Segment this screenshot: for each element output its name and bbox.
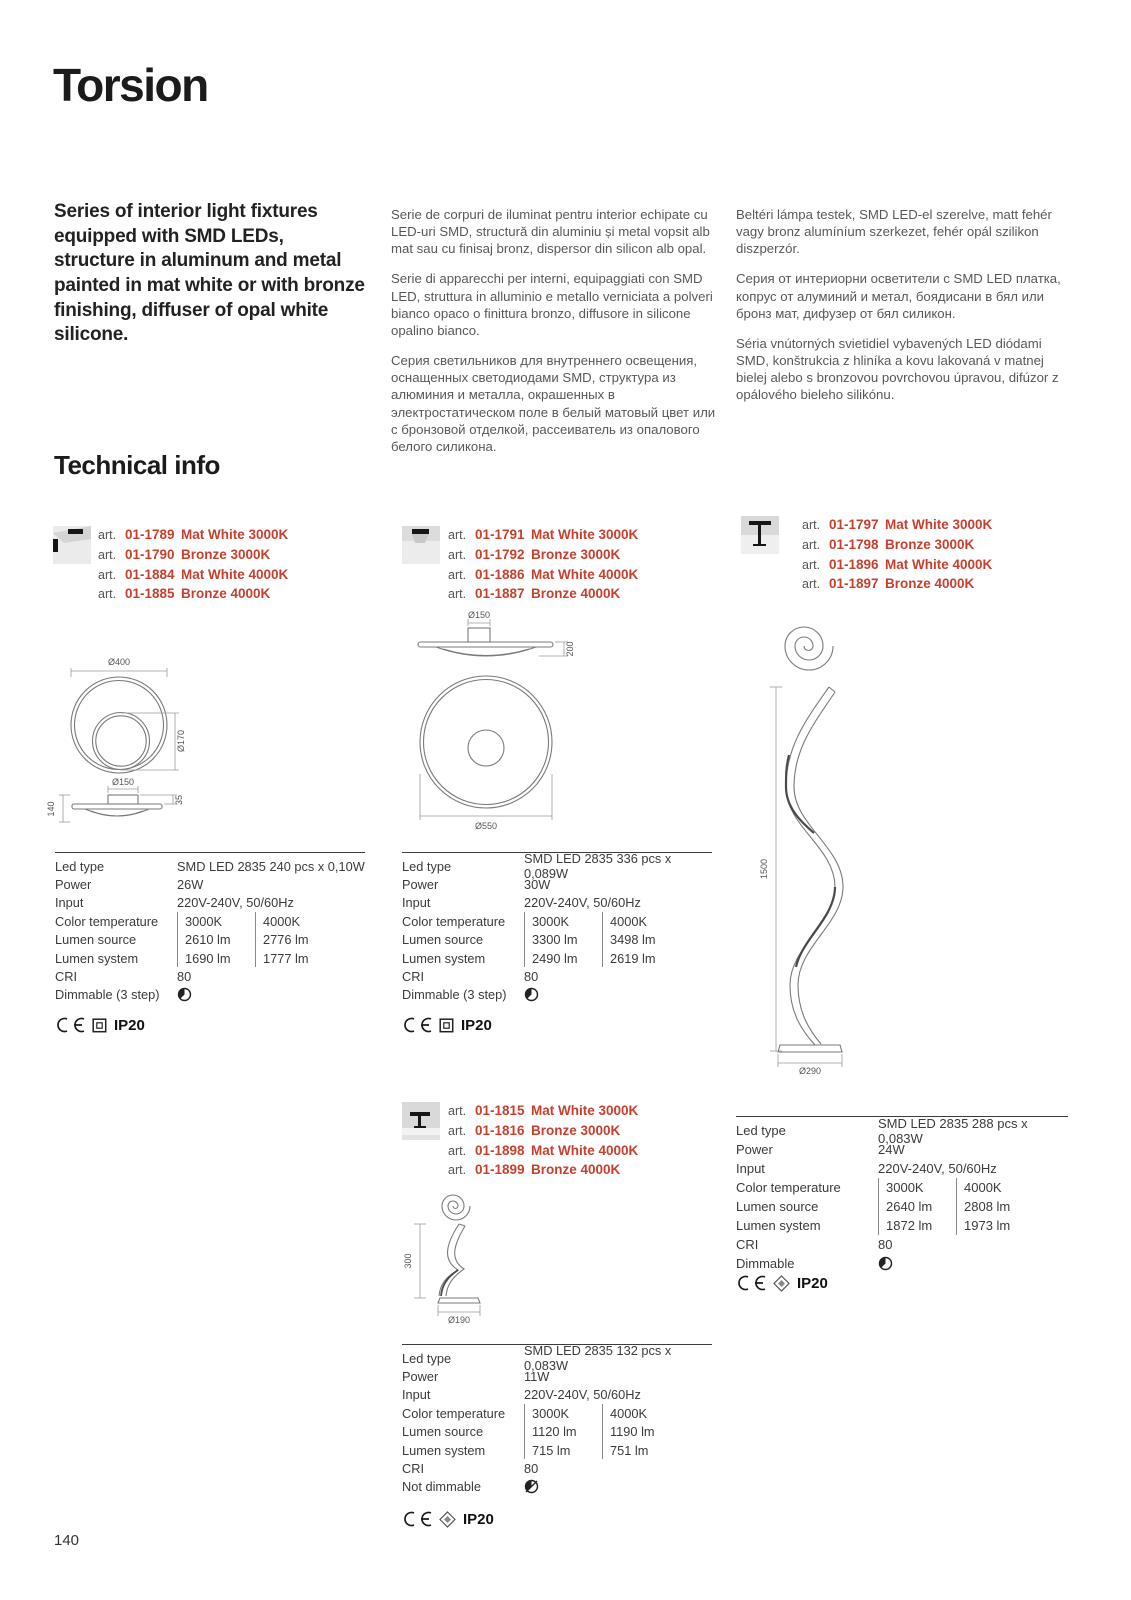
double-diamond-icon bbox=[773, 1275, 790, 1292]
spec-value: 220V-240V, 50/60Hz bbox=[177, 895, 294, 911]
article-prefix: art. bbox=[802, 518, 821, 532]
spec-value-4000k: 2619 lm bbox=[602, 949, 712, 967]
article-code: 01-1885 bbox=[125, 586, 175, 602]
article-prefix: art. bbox=[448, 587, 467, 602]
spec-value-3000k: 3000K bbox=[524, 1404, 602, 1422]
spec-value: 80 bbox=[878, 1237, 893, 1252]
spec-label: Dimmable bbox=[736, 1256, 795, 1271]
article-code: 01-1899 bbox=[475, 1162, 525, 1178]
spec-row bbox=[402, 1367, 712, 1385]
section-heading: Technical info bbox=[54, 450, 220, 480]
spec-label: Led type bbox=[736, 1123, 786, 1138]
spec-value-3000k: 1690 lm bbox=[177, 949, 255, 967]
article-code: 01-1815 bbox=[475, 1103, 525, 1118]
article-row bbox=[448, 527, 638, 547]
article-prefix: art. bbox=[802, 577, 821, 592]
article-finish: Bronze 3000K bbox=[531, 1122, 621, 1138]
article-prefix: art. bbox=[448, 567, 467, 582]
spec-label: Color temperature bbox=[402, 1405, 506, 1421]
article-code: 01-1898 bbox=[475, 1142, 525, 1158]
spec-row bbox=[402, 851, 712, 882]
page-title: Torsion bbox=[53, 59, 208, 111]
spec-label: CRI bbox=[402, 1461, 425, 1477]
spec-value: 220V-240V, 50/60Hz bbox=[878, 1161, 997, 1176]
spec-label: Input bbox=[402, 1387, 431, 1403]
article-prefix: art. bbox=[98, 547, 117, 562]
article-finish: Bronze 4000K bbox=[181, 586, 271, 602]
article-row bbox=[98, 527, 288, 547]
spec-label: Not dimmable bbox=[402, 1479, 481, 1495]
article-code: 01-1789 bbox=[125, 527, 175, 542]
article-list bbox=[98, 527, 288, 606]
article-code: 01-1884 bbox=[125, 566, 175, 582]
spec-label: Input bbox=[55, 895, 84, 911]
spec-label: Led type bbox=[402, 858, 452, 874]
article-prefix: art. bbox=[448, 1143, 467, 1158]
spec-row bbox=[736, 1254, 1068, 1273]
spec-row bbox=[55, 967, 365, 985]
article-row bbox=[802, 537, 992, 557]
article-row bbox=[802, 557, 992, 577]
ip-rating: IP20 bbox=[797, 1274, 828, 1292]
dimension-label: Ø150 bbox=[467, 610, 491, 620]
article-code: 01-1886 bbox=[475, 566, 525, 582]
intro-paragraph-it: Serie di apparecchi per interni, equipaggiati con SMD LED, struttura in alluminio e metallo verniciata a polveri bianco opaco o finittura bronzo, diffusore in silicone opalino bianco. bbox=[391, 271, 713, 338]
spec-value: 220V-240V, 50/60Hz bbox=[524, 895, 641, 911]
ceiling-wall-mount-icon bbox=[53, 526, 91, 564]
dimmer-icon bbox=[524, 986, 712, 1004]
spec-value-3000k: 3000K bbox=[878, 1178, 956, 1197]
spec-row bbox=[402, 1459, 712, 1477]
article-finish: Mat White 4000K bbox=[531, 566, 639, 582]
spec-label: Lumen source bbox=[55, 932, 137, 948]
cert-row bbox=[736, 1274, 828, 1292]
spec-row bbox=[55, 875, 365, 893]
article-code: 01-1792 bbox=[475, 546, 525, 562]
spec-value-4000k: 1777 lm bbox=[255, 949, 365, 967]
cert-row bbox=[402, 1510, 494, 1528]
intro-paragraph-bg: Серия от интериорни осветители с SMD LED платка, копрус от алуминий и метал, боядисани в бял или бронз мат, дифузер от бял силикон. bbox=[736, 271, 1061, 321]
dimension-label: 300 bbox=[403, 1253, 413, 1269]
article-finish: Bronze 4000K bbox=[531, 586, 621, 602]
tech-drawing-ceiling-550 bbox=[391, 598, 731, 838]
article-row bbox=[98, 547, 288, 567]
spec-label: Color temperature bbox=[55, 913, 159, 929]
spec-value: 80 bbox=[524, 969, 539, 985]
article-code: 01-1896 bbox=[829, 556, 879, 572]
spec-value-4000k: 1190 lm bbox=[602, 1423, 712, 1441]
article-finish: Mat White 4000K bbox=[531, 1142, 639, 1158]
spec-label: Color temperature bbox=[402, 913, 506, 929]
spec-value: 220V-240V, 50/60Hz bbox=[524, 1387, 641, 1403]
spec-value: 26W bbox=[177, 877, 204, 893]
intro-column-3 bbox=[736, 206, 1062, 417]
spec-table-table-lamp bbox=[402, 1344, 712, 1496]
spec-table-floor bbox=[736, 1116, 1068, 1273]
article-code: 01-1798 bbox=[829, 536, 879, 552]
spec-value-4000k: 1973 lm bbox=[956, 1216, 1068, 1235]
spec-row bbox=[55, 857, 365, 875]
article-prefix: art. bbox=[98, 528, 117, 542]
article-finish: Mat White 3000K bbox=[531, 1103, 639, 1118]
article-code: 01-1897 bbox=[829, 576, 879, 592]
dimension-label: Ø170 bbox=[176, 729, 186, 753]
dimension-label: 200 bbox=[565, 641, 575, 657]
spec-value-3000k: 3000K bbox=[177, 912, 255, 930]
ce-mark-icon bbox=[402, 1017, 432, 1033]
ce-mark-icon bbox=[736, 1275, 766, 1291]
spec-row bbox=[55, 949, 365, 967]
spec-row bbox=[736, 1216, 1068, 1235]
article-code: 01-1790 bbox=[125, 546, 175, 562]
dimension-label: 1500 bbox=[759, 858, 769, 880]
spec-label: Led type bbox=[402, 1350, 452, 1366]
article-row bbox=[98, 567, 288, 587]
spec-row bbox=[736, 1115, 1068, 1146]
spec-row bbox=[736, 1159, 1068, 1178]
article-finish: Bronze 3000K bbox=[885, 536, 975, 552]
spec-row bbox=[736, 1140, 1068, 1159]
spec-label: Power bbox=[736, 1142, 773, 1157]
double-diamond-icon bbox=[439, 1511, 456, 1528]
spec-value-4000k: 3498 lm bbox=[602, 931, 712, 949]
article-row bbox=[448, 567, 638, 587]
spec-label: CRI bbox=[55, 969, 78, 985]
dimension-label: Ø400 bbox=[107, 657, 131, 667]
spec-value-3000k: 3300 lm bbox=[524, 931, 602, 949]
dimension-label: 35 bbox=[174, 794, 184, 806]
table-lamp-icon bbox=[402, 1102, 440, 1140]
article-row bbox=[98, 586, 288, 606]
article-prefix: art. bbox=[448, 1163, 467, 1178]
spec-row bbox=[402, 1478, 712, 1496]
intro-paragraph-sk: Séria vnútorných svietidiel vybavených LED diódami SMD, konštrukcia z hliníka a kovu lakovaná v matnej bielej alebo s bronzovou povrchovou úpravou, difúzor z opálového bieleho silikónu. bbox=[736, 335, 1059, 403]
article-finish: Mat White 3000K bbox=[885, 517, 993, 532]
intro-paragraph-ru: Серия светильников для внутреннего освещения, оснащенных светодиодами SMD, структура из алюминия и металла, окрашенных в электростатическом поле в белый матовый цвет или с бронзовой отделкой, рассеиватель из опалового белого силикона. bbox=[391, 353, 716, 454]
article-row bbox=[448, 1123, 638, 1143]
article-row bbox=[802, 517, 992, 537]
spec-row bbox=[55, 894, 365, 912]
spec-value-3000k: 2640 lm bbox=[878, 1197, 956, 1216]
spec-row bbox=[402, 949, 712, 967]
article-finish: Bronze 3000K bbox=[181, 546, 271, 562]
spec-label: Dimmable (3 step) bbox=[402, 987, 507, 1003]
spec-row bbox=[402, 1386, 712, 1404]
article-finish: Mat White 4000K bbox=[885, 556, 993, 572]
spec-label: Input bbox=[736, 1161, 765, 1176]
spec-row bbox=[402, 1441, 712, 1459]
article-prefix: art. bbox=[448, 1123, 467, 1138]
spec-label: CRI bbox=[402, 969, 425, 985]
spec-value: SMD LED 2835 240 pcs x 0,10W bbox=[177, 858, 365, 874]
spec-value-4000k: 4000K bbox=[602, 1404, 712, 1422]
spec-label: Lumen system bbox=[402, 1442, 486, 1458]
spec-label: Led type bbox=[55, 858, 105, 874]
article-row bbox=[802, 576, 992, 596]
article-prefix: art. bbox=[448, 528, 467, 542]
dimension-label: Ø290 bbox=[798, 1066, 822, 1076]
spec-value-4000k: 4000K bbox=[255, 912, 365, 930]
article-row bbox=[448, 1103, 638, 1123]
spec-label: Lumen system bbox=[55, 950, 139, 966]
article-finish: Mat White 3000K bbox=[181, 527, 289, 542]
spec-value: 80 bbox=[524, 1461, 539, 1477]
spec-value: 24W bbox=[878, 1142, 905, 1157]
article-prefix: art. bbox=[98, 587, 117, 602]
spec-value-3000k: 715 lm bbox=[524, 1441, 602, 1459]
dimension-label: 140 bbox=[46, 801, 56, 817]
page-number: 140 bbox=[54, 1532, 80, 1549]
spec-value: SMD LED 2835 288 pcs x 0,083W bbox=[878, 1115, 1028, 1146]
article-row bbox=[448, 1143, 638, 1163]
spec-label: CRI bbox=[736, 1237, 759, 1252]
spec-label: Lumen system bbox=[402, 950, 486, 966]
dimension-label: Ø190 bbox=[447, 1315, 471, 1325]
article-finish: Bronze 4000K bbox=[885, 576, 975, 592]
article-finish: Mat White 4000K bbox=[181, 566, 289, 582]
article-finish: Mat White 3000K bbox=[531, 527, 639, 542]
spec-row bbox=[55, 912, 365, 930]
spec-table-ceiling-550 bbox=[402, 852, 712, 1004]
class-ii-double-square-icon bbox=[439, 1018, 454, 1033]
tech-drawing-table bbox=[396, 1172, 616, 1327]
spec-label: Dimmable (3 step) bbox=[55, 987, 160, 1003]
spec-row bbox=[402, 1343, 712, 1374]
class-ii-double-square-icon bbox=[92, 1018, 107, 1033]
spec-row bbox=[402, 894, 712, 912]
tech-drawing-ceiling-400 bbox=[45, 630, 395, 835]
spec-value-4000k: 751 lm bbox=[602, 1441, 712, 1459]
article-list bbox=[448, 1103, 638, 1182]
intro-column-2 bbox=[391, 206, 717, 468]
spec-value-4000k: 4000K bbox=[602, 912, 712, 930]
ip-rating: IP20 bbox=[114, 1016, 145, 1034]
spec-value-3000k: 2490 lm bbox=[524, 949, 602, 967]
spec-row bbox=[736, 1235, 1068, 1254]
spec-label: Lumen source bbox=[402, 1424, 484, 1440]
article-list bbox=[802, 517, 992, 596]
dimmer-crossed-icon bbox=[524, 1478, 712, 1496]
spec-table-ceiling-400 bbox=[55, 852, 365, 1004]
article-code: 01-1887 bbox=[475, 586, 525, 602]
article-finish: Bronze 3000K bbox=[531, 546, 621, 562]
spec-label: Lumen source bbox=[736, 1199, 819, 1214]
dimension-label: Ø550 bbox=[474, 821, 498, 831]
spec-row bbox=[402, 875, 712, 893]
spec-value-3000k: 2610 lm bbox=[177, 931, 255, 949]
spec-row bbox=[402, 967, 712, 985]
spec-value-3000k: 1872 lm bbox=[878, 1216, 956, 1235]
spec-value-4000k: 4000K bbox=[956, 1178, 1068, 1197]
spec-value: 11W bbox=[524, 1369, 550, 1385]
spec-value: SMD LED 2835 336 pcs x 0,089W bbox=[524, 851, 672, 882]
spec-value-4000k: 2776 lm bbox=[255, 931, 365, 949]
intro-paragraph-ro: Serie de corpuri de iluminat pentru interior echipate cu LED-uri SMD, structură din aluminiu și metal vopsit alb mat sau cu finisaj bronz, dispersor din silicon alb opal. bbox=[391, 207, 710, 257]
article-finish: Bronze 4000K bbox=[531, 1162, 621, 1178]
spec-row bbox=[55, 931, 365, 949]
article-prefix: art. bbox=[98, 567, 117, 582]
article-prefix: art. bbox=[448, 547, 467, 562]
ceiling-mount-icon bbox=[402, 526, 440, 564]
spec-label: Power bbox=[402, 877, 439, 893]
spec-row bbox=[55, 986, 365, 1004]
dimmer-icon bbox=[878, 1254, 1068, 1273]
article-prefix: art. bbox=[448, 1104, 467, 1118]
spec-label: Lumen source bbox=[402, 932, 484, 948]
intro-paragraph-en: Series of interior light fixtures equipped with SMD LEDs, structure in aluminum and metal painted in mat white or with bronze finishing, diffuser of opal white silicone. bbox=[54, 201, 365, 346]
article-code: 01-1791 bbox=[475, 527, 525, 542]
cert-row bbox=[55, 1016, 145, 1034]
ip-rating: IP20 bbox=[461, 1016, 492, 1034]
spec-row bbox=[736, 1178, 1068, 1197]
spec-value: 30W bbox=[524, 877, 551, 893]
intro-paragraph-hu: Beltéri lámpa testek, SMD LED-el szerelve, matt fehér vagy bronz alumíníum szerkezet, fehér opál szilikon diszperzór. bbox=[736, 207, 1052, 257]
spec-row bbox=[402, 931, 712, 949]
article-code: 01-1816 bbox=[475, 1122, 525, 1138]
article-code: 01-1797 bbox=[829, 517, 879, 532]
spec-label: Power bbox=[55, 877, 92, 893]
article-row bbox=[448, 547, 638, 567]
ce-mark-icon bbox=[55, 1017, 85, 1033]
floor-lamp-icon bbox=[741, 516, 779, 554]
article-list bbox=[448, 527, 638, 606]
spec-label: Lumen system bbox=[736, 1218, 821, 1233]
cert-row bbox=[402, 1016, 492, 1034]
spec-row bbox=[402, 986, 712, 1004]
spec-row bbox=[402, 912, 712, 930]
tech-drawing-floor bbox=[736, 595, 1076, 1080]
spec-value-3000k: 1120 lm bbox=[524, 1423, 602, 1441]
article-prefix: art. bbox=[802, 557, 821, 572]
article-prefix: art. bbox=[802, 537, 821, 552]
ip-rating: IP20 bbox=[463, 1510, 494, 1528]
ce-mark-icon bbox=[402, 1511, 432, 1527]
spec-row bbox=[736, 1197, 1068, 1216]
spec-label: Power bbox=[402, 1369, 439, 1385]
spec-label: Input bbox=[402, 895, 431, 911]
spec-value: 80 bbox=[177, 969, 192, 985]
spec-value-3000k: 3000K bbox=[524, 912, 602, 930]
dimmer-icon bbox=[177, 986, 365, 1004]
dimension-label: Ø150 bbox=[111, 777, 135, 787]
spec-value: SMD LED 2835 132 pcs x 0,083W bbox=[524, 1343, 672, 1374]
spec-label: Color temperature bbox=[736, 1180, 841, 1195]
spec-row bbox=[402, 1404, 712, 1422]
spec-row bbox=[402, 1423, 712, 1441]
spec-value-4000k: 2808 lm bbox=[956, 1197, 1068, 1216]
